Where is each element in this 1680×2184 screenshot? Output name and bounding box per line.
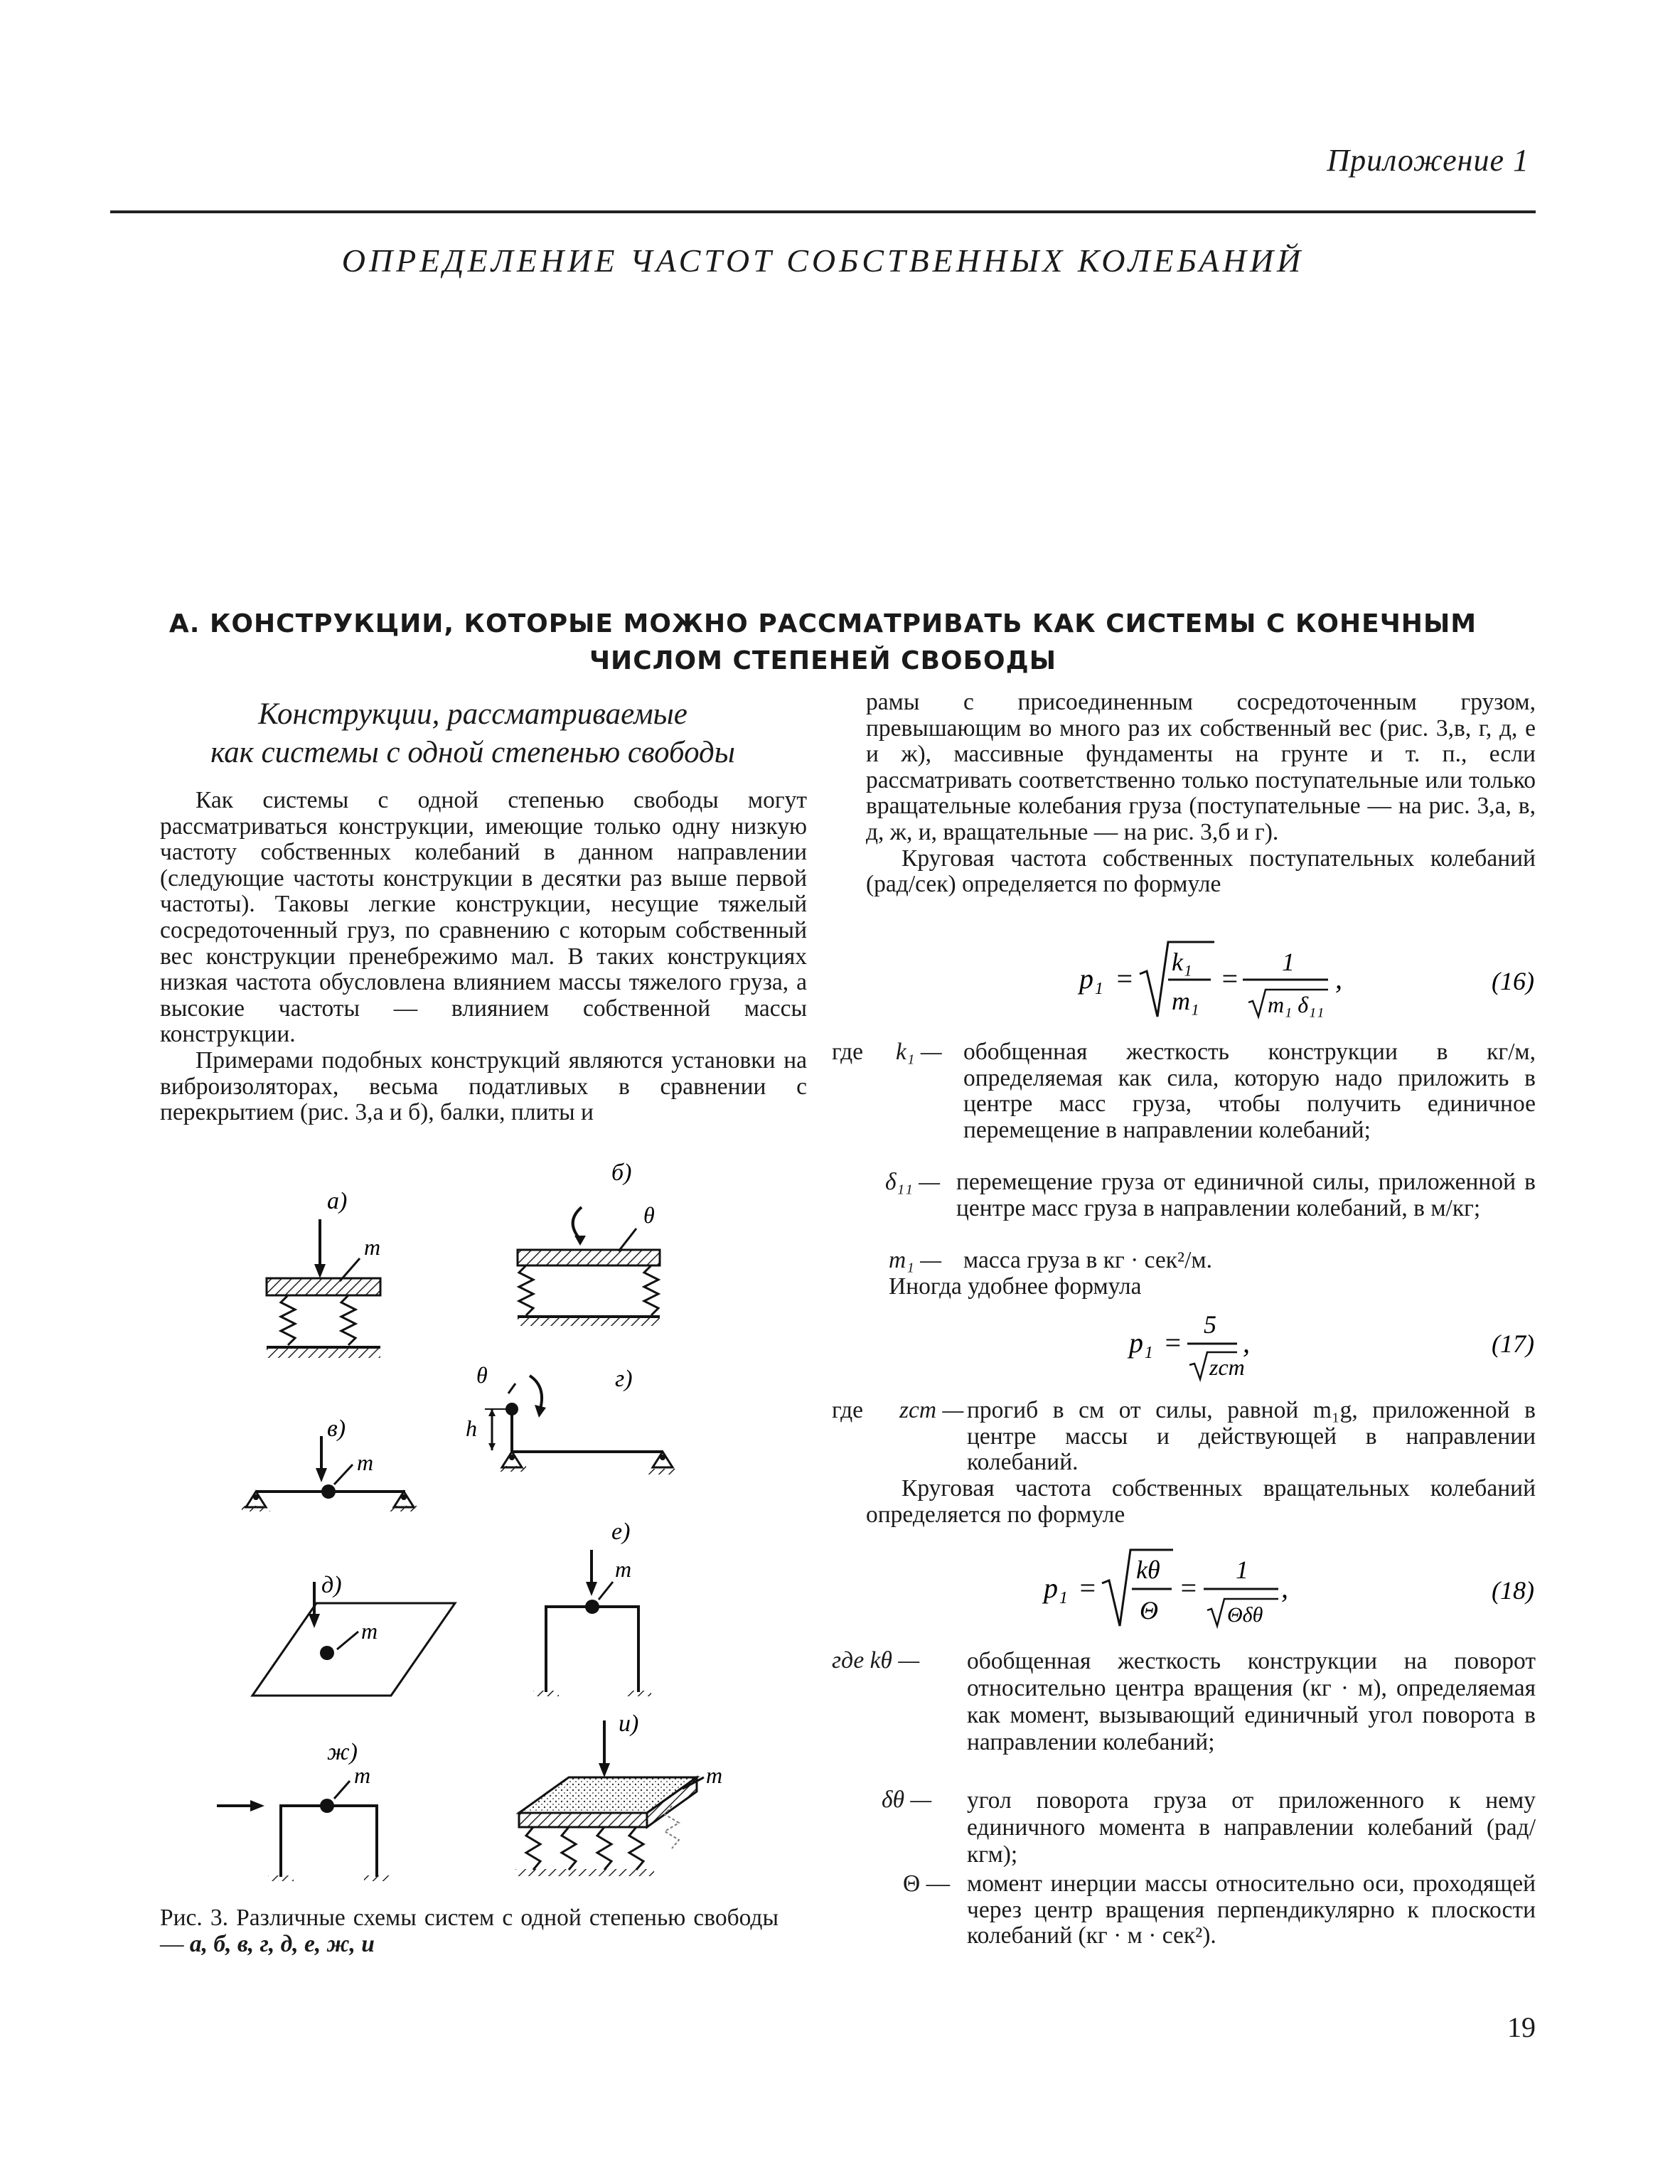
- figure-3: [156, 1152, 796, 1898]
- eq18-kth: kθ: [1136, 1556, 1160, 1584]
- eq16-m1d11: m₁ δ₁₁: [1268, 992, 1325, 1017]
- label-zh: ж): [327, 1739, 358, 1765]
- eq17-five: 5: [1204, 1310, 1216, 1339]
- kth-definition: обобщенная жесткость конструкции на поворот относительно центра вращения (кг · м), определяемая как момент, вызывающий единичный угол поворота в направлении колебаний;: [967, 1648, 1536, 1755]
- eq16-comma: ,: [1335, 963, 1342, 995]
- caption-text: Рис. 3. Различные схемы систем с одной степенью свободы —: [160, 1905, 779, 1957]
- section-title: [110, 606, 1536, 680]
- label-i: и): [619, 1711, 639, 1737]
- label-d: д): [321, 1572, 342, 1598]
- mass-label-a: m: [364, 1234, 381, 1260]
- theta-label-g: θ: [476, 1362, 488, 1388]
- d11-definition: перемещение груза от единичной силы, приложенной в центре масс груза в направлении колебаний, в м/кг;: [956, 1169, 1536, 1221]
- appendix-label: Приложение 1: [1327, 143, 1529, 178]
- scheme-zh: [217, 1739, 390, 1878]
- section-title-line2: ЧИСЛОМ СТЕПЕНЕЙ СВОБОДЫ: [589, 646, 1057, 675]
- zst-definition: прогиб в см от силы, равной m₁g, приложенной в центре массы и действующей в направлении колебаний.: [967, 1397, 1536, 1476]
- scheme-i: [515, 1711, 722, 1873]
- m1-definition: масса груза в кг · сек²/м.: [963, 1247, 1212, 1273]
- k1-definition: обобщенная жесткость конструкции в кг/м, определяемая как сила, которую надо приложить в центре масс груза, чтобы получить единичное перемещение в направлении колебаний;: [963, 1039, 1536, 1143]
- eq18-number: (18): [1492, 1576, 1534, 1605]
- theta-definition: момент инерции массы относительно оси, проходящей через центр вращения перпендикулярно к плоскости колебаний (кг · м · сек²).: [967, 1870, 1536, 1949]
- eq18-thdth: Θδθ: [1227, 1603, 1263, 1627]
- equation-17: [866, 1301, 1536, 1386]
- eq16-m1: m₁: [1172, 987, 1199, 1015]
- left-column: [160, 788, 807, 1126]
- where-label-2: где: [832, 1397, 863, 1423]
- eq18-p1: p₁: [1044, 1572, 1068, 1604]
- eq16-p1: p₁: [1079, 963, 1103, 995]
- label-g: г): [615, 1366, 633, 1392]
- eq17-zst: zст: [1209, 1354, 1245, 1380]
- dth-definition: угол поворота груза от приложенного к нему единичного момента в направлении колебаний (рад/кгм);: [967, 1787, 1536, 1868]
- label-e: е): [611, 1519, 631, 1545]
- subsection-line1: Конструкции, рассматриваемые: [258, 697, 687, 731]
- kth-symbol: где kθ —: [832, 1647, 920, 1674]
- right-paragraph-3: Иногда удобнее формула: [889, 1273, 1142, 1300]
- dth-symbol: δθ —: [882, 1787, 932, 1813]
- k1-symbol: k₁ —: [896, 1039, 942, 1065]
- caption-letters: а, б, в, г, д, е, ж, и: [189, 1930, 375, 1957]
- right-column: [866, 690, 1536, 898]
- scheme-v: [242, 1415, 418, 1509]
- eq17-p1: p₁: [1129, 1327, 1153, 1359]
- where-label: где: [832, 1039, 863, 1065]
- eq18-theta: Θ: [1140, 1596, 1158, 1624]
- scheme-a: [267, 1188, 380, 1353]
- h-label-g: h: [466, 1415, 477, 1441]
- eq18-eq1: =: [1078, 1572, 1097, 1604]
- eq18-eq2: =: [1179, 1572, 1198, 1604]
- section-title-line1: А. КОНСТРУКЦИИ, КОТОРЫЕ МОЖНО РАССМАТРИВАТЬ КАК СИСТЕМЫ С КОНЕЧНЫМ: [168, 609, 1477, 638]
- mass-label-i: m: [706, 1762, 723, 1788]
- mass-label-e: m: [615, 1556, 632, 1582]
- eq16-definitions: [832, 1039, 1536, 1300]
- scheme-b: [518, 1160, 660, 1322]
- scheme-g: [466, 1362, 677, 1472]
- eq16-eq1: =: [1115, 963, 1134, 995]
- label-b: б): [611, 1160, 632, 1186]
- eq18-one: 1: [1236, 1556, 1248, 1584]
- subsection-title: [160, 695, 786, 772]
- mass-label-d: m: [361, 1618, 378, 1644]
- subsection-line2: как системы с одной степенью свободы: [210, 736, 735, 769]
- page-number: 19: [1507, 2011, 1536, 2043]
- eq17-number: (17): [1492, 1329, 1534, 1358]
- eq16-number: (16): [1492, 967, 1534, 995]
- left-paragraph-1: Как системы с одной степенью свободы могут рассматриваться конструкции, имеющие только одну низкую частоту собственных колебаний в данном направлении (следующие частоты конструкции в десятки раз выше первой частоты). Таковы легкие конструкции, несущие тяжелый сосредоточенный груз, по сравнению с которым собственный вес конструкции пренебрежимо мал. В таких конструкциях низкая частота обусловлена влиянием массы тяжелого груза, а высокие частоты — влиянием собственной массы конструкции.: [160, 787, 807, 1048]
- eq17-comma: ,: [1243, 1327, 1250, 1359]
- right-paragraph-4: Круговая частота собственных вращательных колебаний определяется по формуле: [866, 1475, 1536, 1528]
- scheme-d: [252, 1572, 455, 1696]
- figure-caption: [160, 1905, 779, 1957]
- theta-symbol: Θ —: [903, 1870, 951, 1897]
- eq16-k1: k₁: [1172, 948, 1192, 976]
- zst-symbol: zст —: [899, 1397, 964, 1423]
- m1-symbol: m₁ —: [889, 1247, 942, 1273]
- right-paragraph-1: рамы с присоединенным сосредоточенным грузом, превышающим во много раз их собственный вес (рис. 3,в, г, д, е и ж), массивные фундаменты на грунте и т. п., если рассматривать соответственно только поступательные или только вращательные колебания груза (поступательные — на рис. 3,а, в, д, ж, и, вращательные — на рис. 3,б и г).: [866, 689, 1536, 845]
- eq17-eq: =: [1163, 1327, 1182, 1359]
- label-v: в): [327, 1415, 346, 1442]
- equation-18: [866, 1539, 1536, 1639]
- page-title: ОПРЕДЕЛЕНИЕ ЧАСТОТ СОБСТВЕННЫХ КОЛЕБАНИЙ: [341, 242, 1305, 279]
- d11-symbol: δ₁₁ —: [885, 1169, 941, 1195]
- mass-label-zh: m: [354, 1762, 371, 1788]
- scheme-e: [533, 1519, 651, 1693]
- label-a: а): [327, 1188, 348, 1214]
- right-paragraph-2: Круговая частота собственных поступательных колебаний (рад/сек) определяется по формуле: [866, 845, 1536, 898]
- equation-16: [866, 931, 1536, 1031]
- eq18-comma: ,: [1281, 1572, 1288, 1604]
- eq16-eq2: =: [1220, 963, 1239, 995]
- left-paragraph-2: Примерами подобных конструкций являются установки на виброизоляторах, весьма податливых в сравнении с перекрытием (рис. 3,а и б), балки, плиты и: [160, 1046, 807, 1126]
- eq16-one: 1: [1282, 948, 1295, 976]
- header-rule: [110, 210, 1536, 213]
- mass-label-v: m: [357, 1450, 374, 1475]
- theta-label-b: θ: [643, 1202, 655, 1228]
